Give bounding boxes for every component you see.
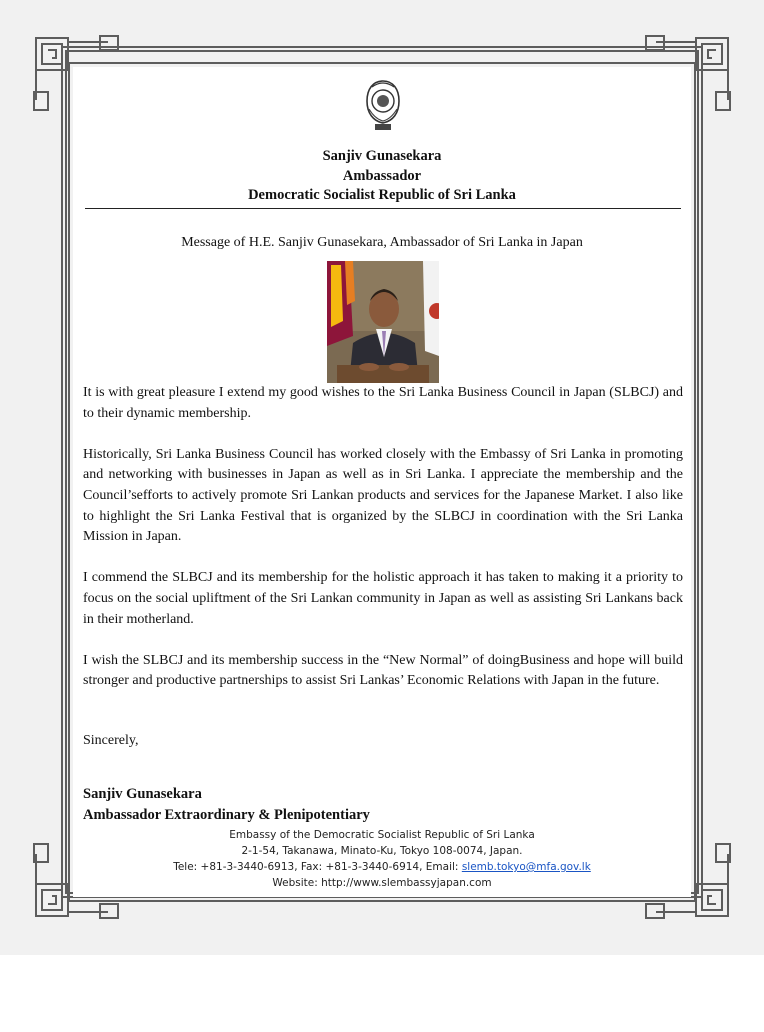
letterhead-title: Ambassador: [342, 167, 422, 184]
ambassador-portrait: [327, 261, 439, 383]
letterhead-country: Democratic Socialist Republic of Sri Lanka: [248, 187, 516, 203]
embassy-footer: [73, 827, 691, 891]
message-subject: Message of H.E. Sanjiv Gunasekara, Ambassador of Sri Lanka in Japan: [181, 235, 583, 250]
letterhead: [73, 147, 691, 206]
footer-embassy: Embassy of the Democratic Socialist Republic of Sri Lanka: [229, 829, 535, 841]
letter-sheet: [73, 67, 691, 897]
signature-name: Sanjiv Gunasekara: [83, 786, 202, 802]
footer-phone-fax: Tele: +81-3-3440-6913, Fax: +81-3-3440-6914, Email:: [173, 861, 462, 873]
letterhead-name: Sanjiv Gunasekara: [322, 148, 442, 164]
closing: Sincerely,: [83, 733, 139, 748]
signature-block: [83, 784, 370, 826]
signature-title: Ambassador Extraordinary & Plenipotentiary: [83, 807, 370, 823]
footer-contact: [73, 859, 691, 875]
email-link[interactable]: slemb.tokyo@mfa.gov.lk: [461, 861, 591, 873]
paragraph: Historically, Sri Lanka Business Council has worked closely with the Embassy of Sri Lanka in promoting and networking with businesses in Japan as well as in Sri Lanka. I appreciate the membership and the Council’sefforts to actively promote Sri Lankan products and services for the Japanese Market. I also like to highlight the Sri Lanka Festival that is organized by the SLBCJ in coordination with the Sri Lanka Mission in Japan.: [83, 446, 683, 545]
footer-address: 2-1-54, Takanawa, Minato-Ku, Tokyo 108-0074, Japan.: [241, 845, 523, 857]
paragraph: I commend the SLBCJ and its membership for the holistic approach it has taken to making it a priority to focus on the social upliftment of the Sri Lankan community in Japan as well as assisting Sri Lankans back in their motherland.: [83, 570, 683, 627]
national-emblem-icon: [363, 79, 403, 133]
footer-website: Website: http://www.slembassyjapan.com: [272, 877, 492, 889]
message-body: [83, 383, 683, 713]
paragraph: I wish the SLBCJ and its membership success in the “New Normal” of doingBusiness and hope will build stronger and productive partnerships to assist Sri Lankas’ Economic Relations with Japan in the future.: [83, 652, 683, 689]
paragraph: It is with great pleasure I extend my good wishes to the Sri Lanka Business Council in Japan (SLBCJ) and to their dynamic membership.: [83, 385, 683, 421]
divider: [85, 208, 681, 209]
